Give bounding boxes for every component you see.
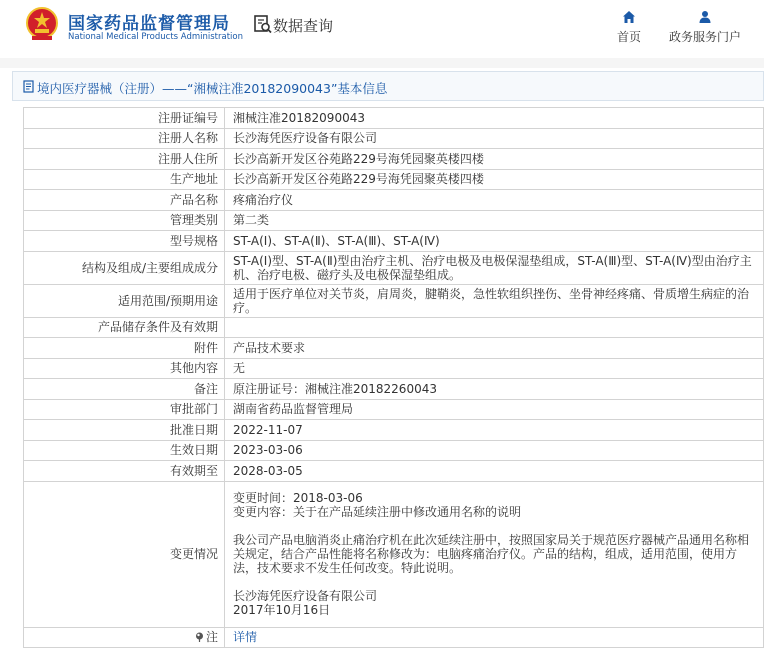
field-label: 适用范围/预期用途 [24,284,225,317]
field-value: 2023-03-06 [225,440,764,461]
national-emblem-icon [26,7,58,41]
details-link[interactable]: 详情 [233,630,258,645]
table-row [24,169,764,190]
field-value: 适用于医疗单位对关节炎，肩周炎，腱鞘炎，急性软组织挫伤、坐骨神经疼痛、骨质增生病症的治疗。 [225,284,764,317]
field-label: 结构及组成/主要组成成分 [24,251,225,284]
table-row [24,379,764,400]
table-row [24,440,764,461]
table-row [24,627,764,648]
field-value: 第二类 [225,210,764,231]
document-icon [23,80,35,93]
note-label: 注 [205,630,218,645]
field-value: ST-A(Ⅰ)型、ST-A(Ⅱ)型由治疗主机、治疗电极及电极保湿垫组成，ST-A(Ⅲ)型、ST-A(Ⅳ)型由治疗主机、治疗电极、磁疗头及电极保湿垫组成。 [225,251,764,284]
field-label: 生产地址 [24,169,225,190]
table-row [24,190,764,211]
data-search-icon [253,14,273,34]
nav-home[interactable] [612,10,646,45]
field-value [225,317,764,338]
field-label: 备注 [24,379,225,400]
table-row [24,251,764,284]
table-row [24,338,764,359]
nav-home-label: 首页 [616,30,641,44]
field-label: 其他内容 [24,358,225,379]
field-label: 产品储存条件及有效期 [24,317,225,338]
field-label: 注册人名称 [24,128,225,149]
registration-info-table [23,107,764,648]
table-row [24,481,764,627]
table-row [24,210,764,231]
field-label: 注册证编号 [24,108,225,129]
site-header [0,0,764,58]
nav-portal-label: 政务服务门户 [668,30,741,44]
field-value: 产品技术要求 [225,338,764,359]
map-pin-icon [195,632,204,642]
home-icon [622,10,636,24]
note-value-cell [225,627,764,648]
record-title: 境内医疗器械（注册）——“湘械注准20182090043”基本信息 [37,81,388,96]
field-value: 湘械注准20182090043 [225,108,764,129]
field-value: 疼痛治疗仪 [225,190,764,211]
field-value: 长沙高新开发区谷苑路229号海凭园聚英楼四楼 [225,169,764,190]
table-row [24,231,764,252]
field-label: 生效日期 [24,440,225,461]
section-title: 数据查询 [273,17,334,35]
field-label: 有效期至 [24,461,225,482]
table-row [24,358,764,379]
table-row [24,128,764,149]
table-row [24,284,764,317]
table-row [24,420,764,441]
table-row [24,399,764,420]
table-row [24,108,764,129]
field-value: 长沙海凭医疗设备有限公司 [225,128,764,149]
table-row [24,317,764,338]
table-row [24,461,764,482]
field-value: 湖南省药品监督管理局 [225,399,764,420]
field-value: 无 [225,358,764,379]
field-label: 附件 [24,338,225,359]
record-title-bar [12,71,764,101]
field-label: 产品名称 [24,190,225,211]
change-history-value: 变更时间：2018-03-06 变更内容：关于在产品延续注册中修改通用名称的说明 我公司产品电脑消炎止痛治疗机在此次延续注册中，按照国家局关于规范医疗器械产品通用名称相关规定，结合产品性能将名称修改为：电脑疼痛治疗仪。产品的结构，组成，适用范围，使用方法，技术要求不发生任何改变。特此说明。 长沙海凭医疗设备有限公司 2017年10月16日 [225,481,764,627]
field-label: 管理类别 [24,210,225,231]
note-label-cell [24,627,225,648]
field-label: 注册人住所 [24,149,225,170]
change-history-label: 变更情况 [24,481,225,627]
table-row [24,149,764,170]
field-value: ST-A(Ⅰ)、ST-A(Ⅱ)、ST-A(Ⅲ)、ST-A(Ⅳ) [225,231,764,252]
field-label: 审批部门 [24,399,225,420]
field-value: 原注册证号：湘械注准20182260043 [225,379,764,400]
field-label: 批准日期 [24,420,225,441]
user-icon [698,10,712,24]
field-value: 2022-11-07 [225,420,764,441]
field-value: 2028-03-05 [225,461,764,482]
header-divider [0,58,764,68]
brand-title: 国家药品监督管理局 [68,14,230,34]
brand-subtitle: National Medical Products Administration [68,32,243,42]
field-label: 型号规格 [24,231,225,252]
nav-service-portal[interactable] [664,10,746,45]
field-value: 长沙高新开发区谷苑路229号海凭园聚英楼四楼 [225,149,764,170]
